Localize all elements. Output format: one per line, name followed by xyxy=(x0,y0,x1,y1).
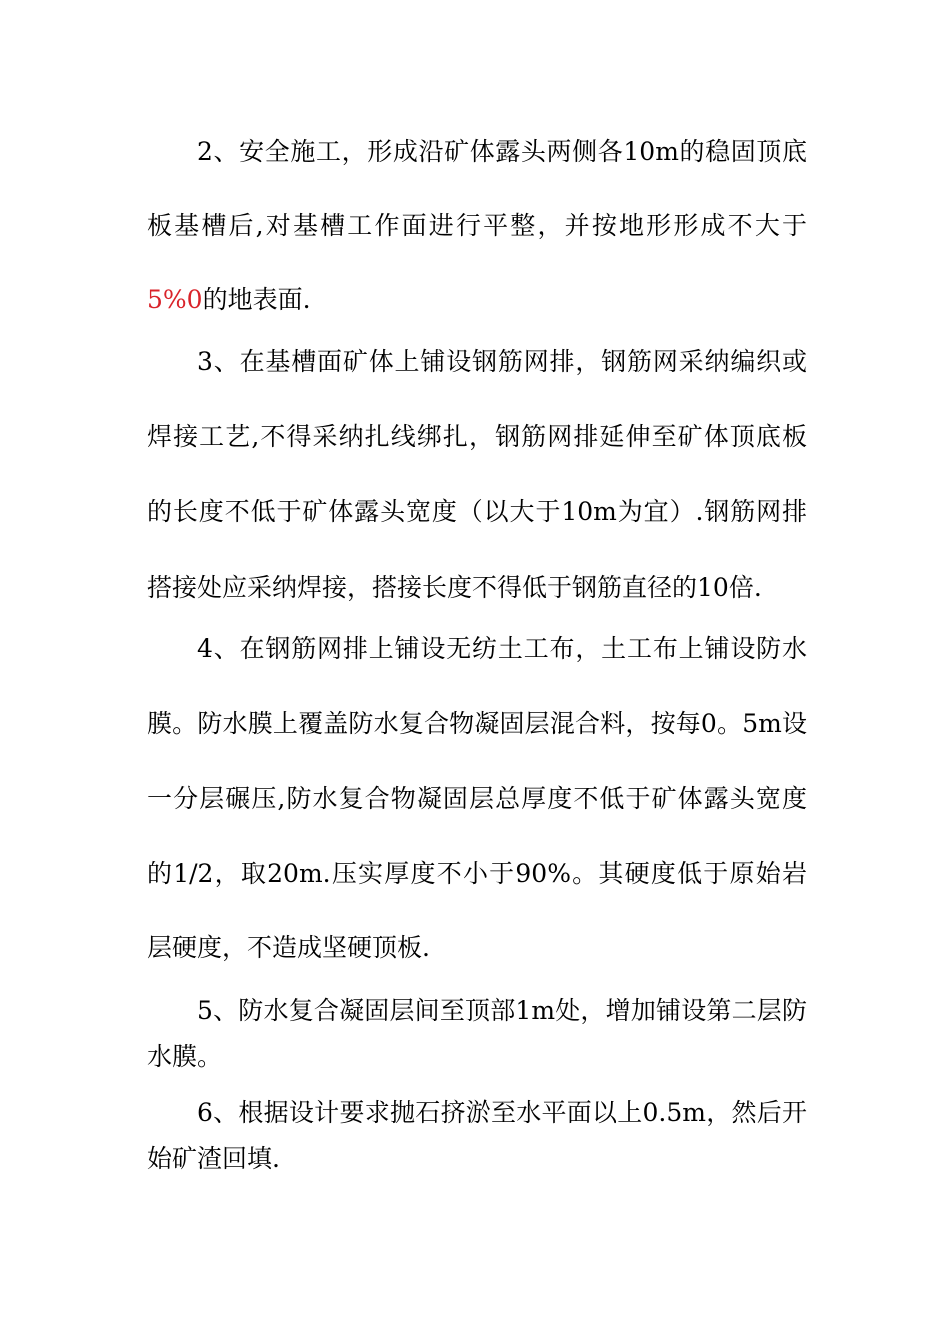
para4-line3: 一分层碾压,防水复合物凝固层总厚度不低于矿体露头宽度 xyxy=(147,784,807,813)
para4-line2: 膜。防水膜上覆盖防水复合物凝固层混合料，按每0。5m设 xyxy=(147,709,807,738)
para5-line1: 5、防水复合凝固层间至顶部1m处，增加铺设第二层防 xyxy=(197,996,807,1025)
para2-line1: 2、安全施工，形成沿矿体露头两侧各10m的稳固顶底 xyxy=(197,137,807,166)
para3-line4: 搭接处应采纳焊接，搭接长度不得低于钢筋直径的10倍. xyxy=(147,573,762,602)
red-ratio-text: 5%0 xyxy=(147,285,203,314)
para6-line2: 始矿渣回填. xyxy=(147,1144,280,1173)
para6-line1: 6、根据设计要求抛石挤淤至水平面以上0.5m，然后开 xyxy=(197,1098,807,1127)
para4-line4: 的1/2，取20m.压实厚度不小于90%。其硬度低于原始岩 xyxy=(147,859,807,888)
para3-line2: 焊接工艺,不得采纳扎线绑扎，钢筋网排延伸至矿体顶底板 xyxy=(147,422,807,451)
para2-line2: 板基槽后,对基槽工作面进行平整，并按地形形成不大于 xyxy=(147,211,807,240)
para2-line3-text: 的地表面. xyxy=(202,285,311,314)
para3-line1: 3、在基槽面矿体上铺设钢筋网排，钢筋网采纳编织或 xyxy=(197,347,807,376)
para3-line3: 的长度不低于矿体露头宽度（以大于10m为宜）.钢筋网排 xyxy=(147,497,807,526)
para2-line3 xyxy=(147,284,311,316)
para4-line1: 4、在钢筋网排上铺设无纺土工布，土工布上铺设防水 xyxy=(197,634,807,663)
para5-line2: 水膜。 xyxy=(147,1042,223,1071)
para4-line5: 层硬度，不造成坚硬顶板. xyxy=(147,933,430,962)
